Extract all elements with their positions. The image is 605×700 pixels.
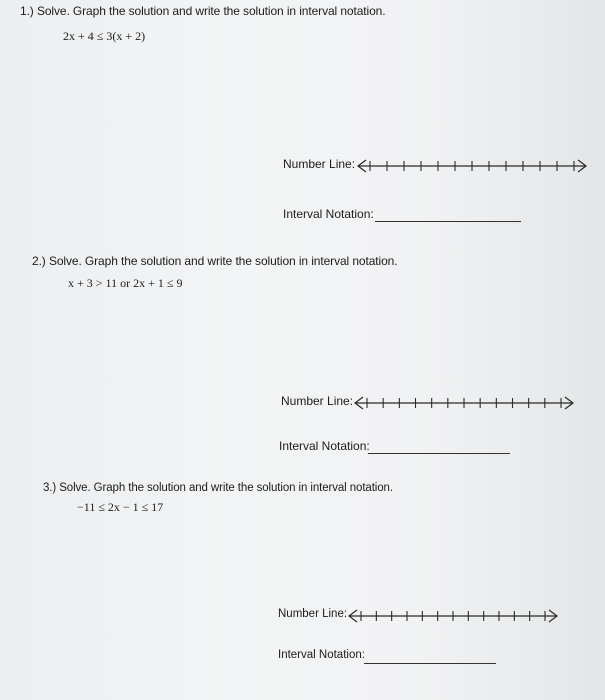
problem-2-interval-label: Interval Notation: bbox=[279, 439, 370, 453]
problem-1-number-line[interactable] bbox=[356, 157, 588, 175]
problem-1-prompt: 1.) Solve. Graph the solution and write the solution in interval notation. bbox=[20, 4, 386, 18]
problem-3-expression: −11 ≤ 2x − 1 ≤ 17 bbox=[77, 500, 164, 514]
problem-3-interval-answer-blank[interactable] bbox=[364, 663, 496, 664]
problem-2-expression: x + 3 > 11 or 2x + 1 ≤ 9 bbox=[68, 276, 183, 290]
problem-3-interval-label: Interval Notation: bbox=[278, 649, 365, 661]
problem-1-number-line-label: Number Line: bbox=[283, 157, 356, 171]
problem-2-prompt: 2.) Solve. Graph the solution and write the solution in interval notation. bbox=[32, 254, 398, 268]
problem-2-interval-answer-blank[interactable] bbox=[368, 453, 510, 454]
problem-2-number-line-label: Number Line: bbox=[281, 394, 354, 408]
problem-2-number-line[interactable] bbox=[353, 394, 575, 412]
problem-3-number-line-label: Number Line: bbox=[278, 608, 348, 620]
problem-1-interval-answer-blank[interactable] bbox=[375, 221, 521, 222]
problem-3-number-line[interactable] bbox=[347, 607, 559, 625]
problem-3-prompt: 3.) Solve. Graph the solution and write the solution in interval notation. bbox=[43, 482, 393, 494]
problem-1-expression: 2x + 4 ≤ 3(x + 2) bbox=[63, 29, 146, 43]
problem-1-interval-label: Interval Notation: bbox=[283, 207, 374, 221]
